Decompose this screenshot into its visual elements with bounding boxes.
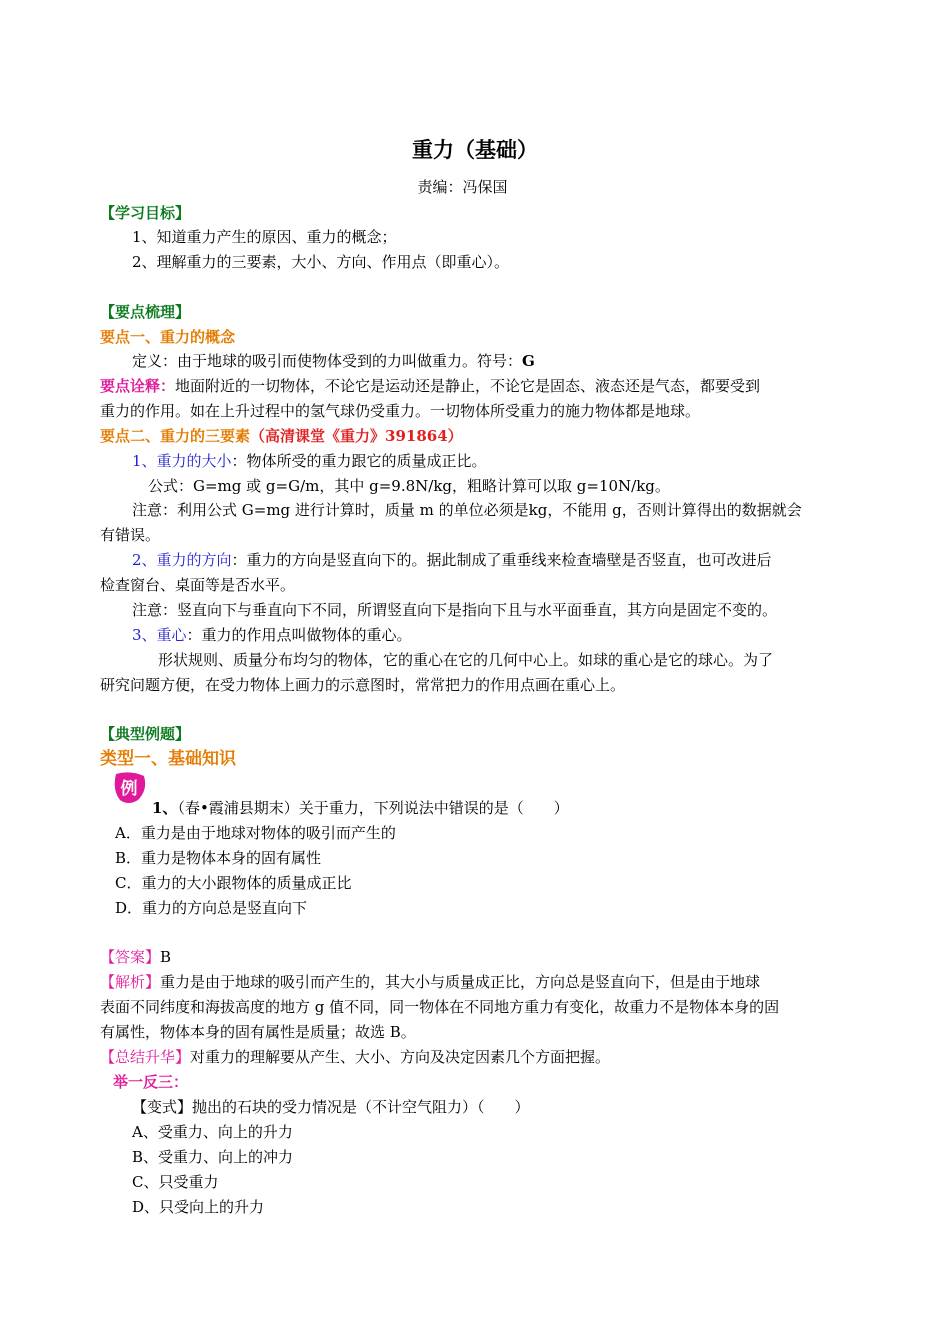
size-text: ：物体所受的重力跟它的质量成正比。 [231,452,487,470]
variant-question [132,1097,530,1117]
direction-label: 2、重力的方向 [132,551,232,569]
variant-option-c: C、只受重力 [132,1173,219,1191]
variant-option-d: D、只受向上的升力 [132,1198,265,1216]
option-b: B．重力是物体本身的固有属性 [115,849,322,867]
cg-explanation: 形状规则、质量分布均匀的物体，它的重心在它的几何中心上。如球的重心是它的球心。为了 [158,651,774,669]
question-number: 1、 [152,799,178,817]
variant-option-b: B、受重力、向上的冲力 [132,1148,294,1166]
cg-explanation-cont: 研究问题方便，在受力物体上画力的示意图时，常常把力的作用点画在重心上。 [100,676,626,694]
type1-heading: 类型一、基础知识 [100,749,236,769]
point1-heading: 要点一、重力的概念 [100,328,236,346]
center-of-gravity [132,625,412,645]
gravity-size [132,451,487,471]
answer [100,947,171,967]
summary [100,1047,610,1067]
answer-label: 【答案】 [100,948,161,966]
point1-definition [132,351,535,371]
analysis [100,972,760,992]
analysis-cont: 有属性，物体本身的固有属性是质量；故选 B。 [100,1023,416,1041]
goal-item: 2、理解重力的三要素，大小、方向、作用点（即重心）。 [132,253,510,271]
gravity-symbol: G [522,352,535,370]
gravity-formula: 公式：G=mg 或 g=G/m，其中 g=9.8N/kg，粗略计算可以取 g=10N/kg。 [148,477,670,495]
option-c: C．重力的大小跟物体的质量成正比 [115,874,352,892]
analysis-text: 重力是由于地球的吸引而产生的，其大小与质量成正比，方向总是竖直向下，但是由于地球 [160,973,761,991]
option-d: D．重力的方向总是竖直向下 [115,899,308,917]
analysis-cont: 表面不同纬度和海拔高度的地方 g 值不同，同一物体在不同地方重力有变化，故重力不是物体本身的固 [100,998,780,1016]
summary-label: 【总结升华】 [100,1048,191,1066]
goal-item: 1、知道重力产生的原因、重力的概念； [132,228,397,246]
goals-heading: 【学习目标】 [100,204,191,222]
answer-value: B [160,948,172,966]
definition-text: 定义：由于地球的吸引而使物体受到的力叫做重力。符号： [132,352,523,370]
point2-title: 要点二、重力的三要素 [100,427,251,445]
size-label: 1、重力的大小 [132,452,232,470]
question-text: （春•霞浦县期末）关于重力，下列说法中错误的是（ ） [177,799,569,817]
direction-cont: 检查窗台、桌面等是否水平。 [100,576,296,594]
note1: 注意：利用公式 G=mg 进行计算时，质量 m 的单位必须是kg，不能用 g，否则计算得出的数据就会 [132,501,802,519]
note2: 注意：竖直向下与垂直向下不同，所谓竖直向下是指向下且与水平面垂直，其方向是固定不变的。 [132,601,778,619]
summary-text: 对重力的理解要从产生、大小、方向及决定因素几个方面把握。 [190,1048,611,1066]
points-heading: 【要点梳理】 [100,303,191,321]
point1-note-cont: 重力的作用。如在上升过程中的氢气球仍受重力。一切物体所受重力的施力物体都是地球。 [100,402,701,420]
variant-text: 抛出的石块的受力情况是（不计空气阻力）（ ） [192,1098,530,1116]
question-1 [152,798,569,818]
point1-note [100,376,760,396]
badge-label: 例 [120,779,138,799]
direction-text: ：重力的方向是竖直向下的。据此制成了重垂线来检查墙壁是否竖直，也可改进后 [231,551,772,569]
option-a: A．重力是由于地球对物体的吸引而产生的 [115,824,396,842]
examples-heading: 【典型例题】 [100,725,191,743]
variant-label: 【变式】 [132,1098,193,1116]
cg-text: ：重力的作用点叫做物体的重心。 [186,626,412,644]
note-label: 要点诠释： [100,377,176,395]
note1-cont: 有错误。 [100,526,161,544]
variant-option-a: A、受重力、向上的升力 [132,1123,293,1141]
example-badge-icon [112,770,148,806]
analysis-label: 【解析】 [100,973,161,991]
note-text: 地面附近的一切物体，不论它是运动还是静止，不论它是固态、液态还是气态，都要受到 [175,377,761,395]
point2-source: （高清课堂《重力》391864） [250,427,463,445]
cg-label: 3、重心 [132,626,187,644]
gravity-direction [132,550,772,570]
page-title: 重力（基础） [412,137,538,162]
point2-heading [100,426,463,446]
editor-credit: 责编：冯保国 [417,178,508,196]
practice-heading: 举一反三： [113,1073,189,1091]
